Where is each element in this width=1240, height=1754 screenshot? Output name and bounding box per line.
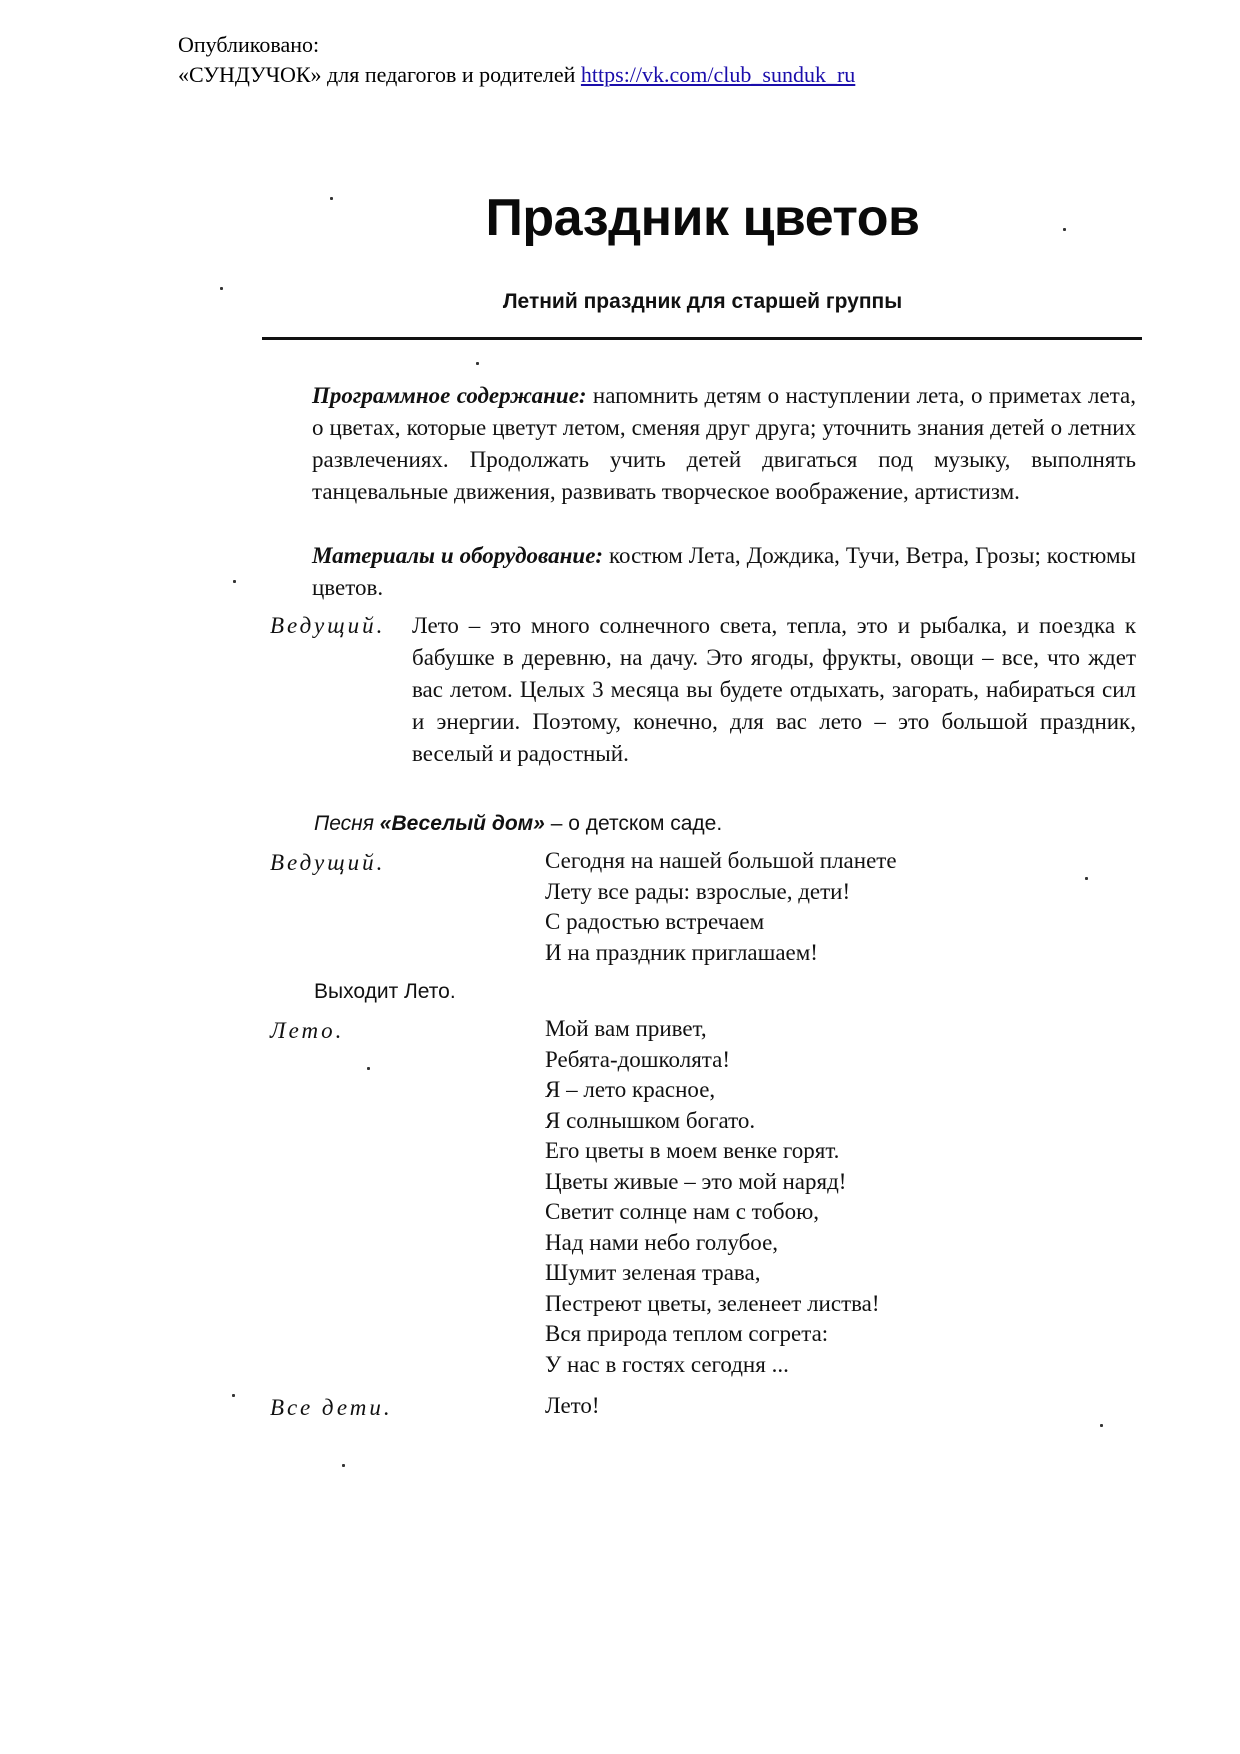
program-text: напомнить детям о наступлении лета, о приметах лета, о цветах, которые цветут летом, сменяя друг друга; уточнить знания детей о летних развлечениях. Продолжать учить детей двигаться под музыку, выполнять танцевальные движения, развивать творческое воображение, артистизм. xyxy=(312,383,1136,504)
host-verse-speaker: Ведущий. xyxy=(270,850,386,875)
scan-speck xyxy=(342,1464,345,1467)
program-label: Программное содержание: xyxy=(312,383,587,408)
materials-label: Материалы и оборудование: xyxy=(312,543,604,568)
title-divider xyxy=(262,337,1142,340)
verse-line: Мой вам привет, xyxy=(545,1016,707,1041)
vk-link[interactable]: https://vk.com/club_sunduk_ru xyxy=(580,62,856,87)
verse-line: Над нами небо голубое, xyxy=(545,1229,779,1255)
scan-speck xyxy=(220,287,223,290)
scan-speck xyxy=(232,1394,235,1397)
verse-line: Пестреют цветы, зеленеет листва! xyxy=(545,1290,880,1316)
song-note-post: – о детском саде. xyxy=(544,812,723,835)
host-speaker: Ведущий. xyxy=(270,613,386,638)
verse-line: Его цветы в моем венке горят. xyxy=(545,1138,840,1163)
scan-speck xyxy=(367,1067,370,1070)
scan-speck xyxy=(330,197,333,200)
summer-verse xyxy=(545,1014,880,1380)
verse-line: Я солнышком богато. xyxy=(545,1107,756,1133)
page-subtitle: Летний праздник для старшей группы xyxy=(502,290,903,313)
verse-line: С радостью встречаем xyxy=(545,909,765,934)
verse-line: У нас в гостях сегодня ... xyxy=(545,1351,789,1377)
song-note xyxy=(314,812,722,836)
publication-source-text: «СУНДУЧОК» для педагогов и родителей xyxy=(178,62,581,87)
verse-line: Сегодня на нашей большой планете xyxy=(545,848,897,873)
scan-speck xyxy=(1063,228,1066,231)
verse-line: Вся природа теплом согрета: xyxy=(545,1321,829,1346)
children-speaker: Все дети. xyxy=(270,1395,393,1420)
publication-source xyxy=(178,60,855,90)
verse-line: Лету все рады: взрослые, дети! xyxy=(545,878,851,904)
scan-speck xyxy=(233,580,236,583)
materials-text: костюм Лета, Дождика, Тучи, Ветра, Грозы; костюмы цветов. xyxy=(312,543,1137,600)
host-verse xyxy=(545,846,897,968)
publication-note xyxy=(178,30,855,90)
scan-speck xyxy=(1100,1424,1103,1427)
verse-line: Цветы живые – это мой наряд! xyxy=(545,1168,847,1194)
publication-label: Опубликовано: xyxy=(178,32,320,57)
song-note-pre: Песня xyxy=(314,812,380,835)
verse-line: Я – лето красное, xyxy=(545,1077,716,1102)
verse-line: Ребята-дошколята! xyxy=(545,1046,730,1072)
verse-line: И на праздник приглашаем! xyxy=(545,939,818,965)
summer-speaker: Лето. xyxy=(270,1018,345,1043)
song-title: «Веселый дом» xyxy=(379,812,545,835)
host-intro-text: Лето – это много солнечного света, тепла, это и рыбалка, и поездка к бабушке в деревню, на дачу. Это ягоды, фрукты, овощи – все, что ждет вас летом. Целых 3 месяца вы будете отдыхать, загорать, набираться сил и энергии. Поэтому, конечно, для вас лето – это большой праздник, веселый и радостный. xyxy=(412,613,1136,766)
verse-line: Шумит зеленая трава, xyxy=(545,1260,761,1285)
page-title: Праздник цветов xyxy=(485,189,920,247)
materials-paragraph xyxy=(266,540,1136,604)
scan-speck xyxy=(1085,877,1088,880)
children-line: Лето! xyxy=(545,1393,600,1418)
enter-note: Выходит Лето. xyxy=(314,980,456,1003)
program-paragraph xyxy=(266,380,1136,508)
verse-line: Светит солнце нам с тобою, xyxy=(545,1199,820,1224)
scan-speck xyxy=(476,362,479,365)
